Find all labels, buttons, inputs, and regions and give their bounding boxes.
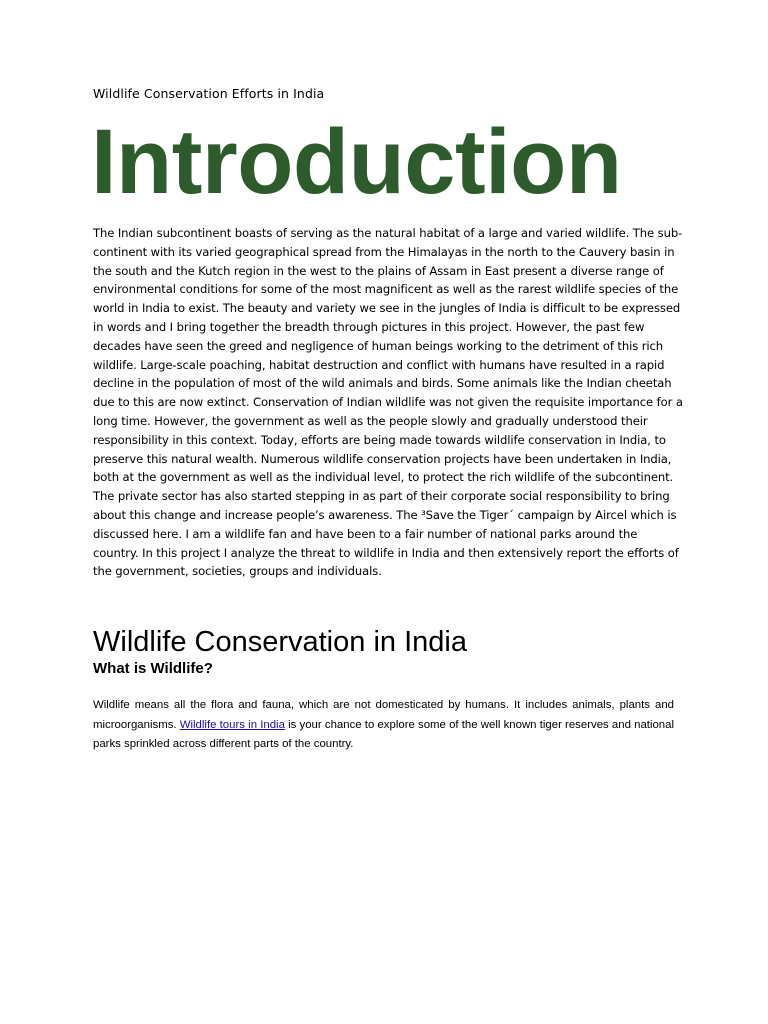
introduction-heading: Introduction [91, 111, 622, 213]
what-is-wildlife-heading: What is Wildlife? [93, 660, 213, 677]
introduction-paragraph: The Indian subcontinent boasts of serving as the natural habitat of a large and varied wildlife. The sub-continent with its varied geographical spread from the Himalayas in the north to the Cauvery basin in the south and the Kutch region in the west to the plains of Assam in East present a diverse range of environmental conditions for some of the most magnificent as well as the rarest wildlife species of the world in India to exist. The beauty and variety we see in the jungles of India is difficult to be expressed in words and I bring together the breadth through pictures in this project. However, the past few decades have seen the greed and negligence of human beings working to the detriment of this rich wildlife. Large-scale poaching, habitat destruction and conflict with humans have resulted in a rapid decline in the population of most of the wild animals and birds. Some animals like the Indian cheetah due to this are now extinct. Conservation of Indian wildlife was not given the requisite importance for a long time. However, the government as well as the people slowly and gradually understood their responsibility in this context. Today, efforts are being made towards wildlife conservation in India, to preserve this natural wealth. Numerous wildlife conservation projects have been undertaken in India, both at the government as well as the individual level, to protect the rich wildlife of the subcontinent. The private sector has also started stepping in as part of their corporate social responsibility to bring about this change and increase people’s awareness. The ³Save the Tiger´ campaign by Aircel which is discussed here. I am a wildlife fan and have been to a fair number of national parks around the country. In this project I analyze the threat to wildlife in India and then extensively report the efforts of the government, societies, groups and individuals. [93, 226, 683, 579]
wildlife-definition-paragraph [93, 696, 674, 755]
wildlife-tours-link[interactable]: Wildlife tours in India [179, 718, 285, 731]
document-header: Wildlife Conservation Efforts in India [93, 86, 325, 101]
wildlife-conservation-heading: Wildlife Conservation in India [93, 626, 467, 658]
wildlife-text-before-link: Wildlife means all the flora and fauna, which are not domesticated by humans. It includes animals, plants and microorganisms. [93, 699, 674, 731]
wildlife-text-after-link: is your chance to explore some of the well known tiger reserves and national parks sprinkled across different parts of the country. [93, 718, 675, 750]
